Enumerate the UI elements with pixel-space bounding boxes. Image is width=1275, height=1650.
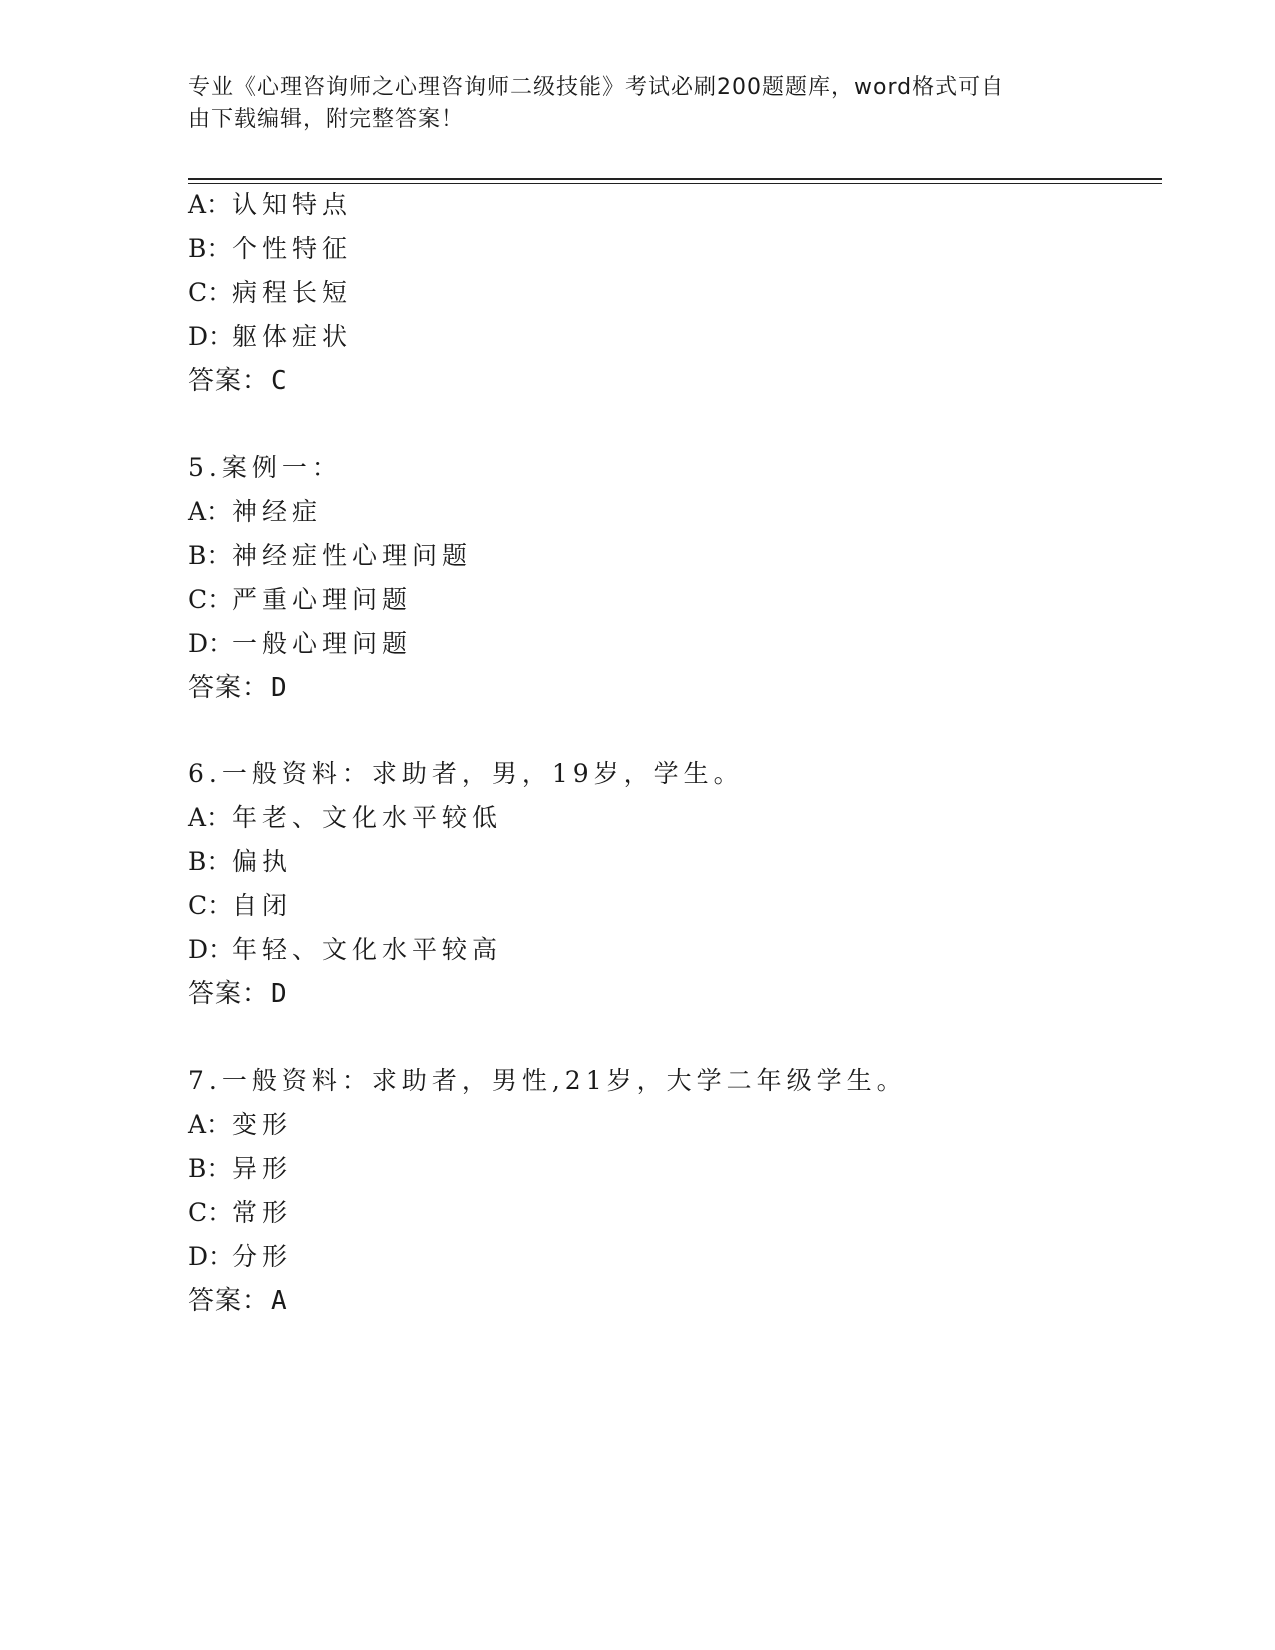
document-header: 专业《心理咨询师之心理咨询师二级技能》考试必刷200题题库，word格式可自 由下载编辑，附完整答案！: [188, 75, 1005, 132]
q5-stem: 5.案例一：: [188, 453, 342, 482]
q7-answer: 答案：A: [188, 1286, 288, 1316]
q7-option-b: B：异形: [188, 1154, 293, 1183]
q4-option-c: C：病程长短: [188, 278, 353, 307]
q6-option-b: B：偏执: [188, 847, 293, 876]
q5-option-a: A：神经症: [188, 497, 323, 526]
q7-option-d: D：分形: [188, 1242, 293, 1271]
q4-option-a: A：认知特点: [188, 190, 353, 219]
q5-option-b: B：神经症性心理问题: [188, 541, 473, 570]
q5-answer: 答案：D: [188, 673, 288, 703]
q4-option-d: D：躯体症状: [188, 322, 353, 351]
q6-answer: 答案：D: [188, 979, 288, 1009]
q6-option-d: D：年轻、文化水平较高: [188, 935, 503, 964]
q6-stem: 6.一般资料：求助者，男，19岁，学生。: [188, 759, 744, 788]
header-divider-thin: [188, 183, 1162, 184]
q7-option-a: A：变形: [188, 1110, 293, 1139]
q6-option-c: C：自闭: [188, 891, 293, 920]
q5-option-d: D：一般心理问题: [188, 629, 413, 658]
q4-option-b: B：个性特征: [188, 234, 353, 263]
q6-option-a: A：年老、文化水平较低: [188, 803, 503, 832]
q7-stem: 7.一般资料：求助者，男性,21岁，大学二年级学生。: [188, 1066, 907, 1095]
q4-answer: 答案：C: [188, 366, 288, 396]
header-divider-thick: [188, 178, 1162, 180]
q5-option-c: C：严重心理问题: [188, 585, 413, 614]
q7-option-c: C：常形: [188, 1198, 293, 1227]
